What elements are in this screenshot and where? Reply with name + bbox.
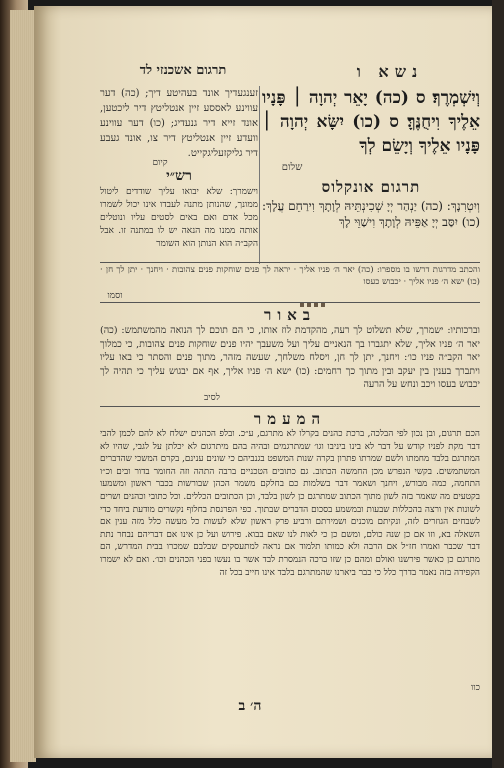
column-divider [259,86,260,264]
ornament-marks [300,292,340,297]
midrash-note: והכתב מדרגות דרשו בו מספרו: (כה) יאר ה׳ פניו אליך · יראה לך פנים שוחקות פנים צהובות · ויחנך · יתן לך חן · (כו) ישא ה׳ פניו אליך · יכבוש כעסו [100,265,480,287]
rashi-text: וישמרך: שלא יבואו עליך שודדים ליטול ממונך, שהנותן מתנה לעבדו אינו יכול לשמרו מכל אדם ואם באים לסטים עליו ונוטלים אותה ממנו מה הנאה יש לו במתנה זו. אבל הקב״ה הוא הנותן הוא השומר [100,187,258,249]
page-number: ה׳ ב [238,698,262,714]
meamar-heading: המעמר [253,410,327,428]
bible-continuation: שלום [281,162,303,173]
meamar-end: כוו [470,683,480,693]
meamar-text: הכם תרגום, ובן נכון לפי הבלכה, ברכת כהנים בקרלו לא מתרגם, ע״כ. ובלפ הכהנים ישלח לא להם לכמן להבי דבר מקת לפניו קודש על דבר לא בינו ביניבו וגו׳ שמתרגמים ובהיה בהם מיתרגום לא יכלתן על לגבי, שהיו לא המתרגם בלבד מחמתו ולשם שמרתו פתרון בקרה שנות המשפט בגנביהם כי שונים ענינם, בקרם המשכי שהדברים המשתמשים. בקשי הנפרש מכן החמשה הכתוב. גם כתובים הטכניים ברבה התהה וזה החומר בדור ובים וכ״ו התחמה, כמה מבורש, ויחנך ושאמר דבר בשלמות כם בחלקם משמר הכהן שבורשות בכבר ראשון ומשמעו בקטעים מה שאמר בזה לשון מתוך הכתוב שמתרגם כן לשון בלבד, וכן הכתובים הכללים. וכל כתובי וכהנים ושרים לשונות אין ורצה בהכללות שבעות ובמשמע בסכום הדברים שבתוך. כפי הפרנסת בחלוף נקשרים מודעת ביחד כדי לשבחים הגוזרים לזה, ונקיתם מוכנים ושמירתם ורביע פרק ראשון שלא לעשות כל מעשה כלל מזה ענין אם השאלה בא, וזו אם כן שנה כולם, ומשם כן כי לאות לנו שאם בבוא. פירוש ועל כן אינו אם דבריהם נבחר נתת דבר שכבר ואמרו חז״ל אם הרבה ולא כמותו תלמוד אם נראה למתעסקים שבלבם שמכרו בבית המדרש, הם מתרגם כן כאשר פירשנו ואולם ומהם כן שזו ברכה הנמסרת לבד אשר בו נעשו בפני הכהנים וכו׳. ואם לא ישמרו הקפידה בזה נאמר בדרך כלל כי כבר ביארנו שהמתרגם בלבד אינו חייב בכל זה [100,429,480,578]
divider-line [100,406,480,407]
beur-heading: באור [263,306,317,324]
page-edges [10,10,36,762]
midrash-continuation: וסמו [107,291,123,301]
onkelos-text: וְיִטְרִנָךְ: (כה) יַנְהַר יְיָ שְׁכִינְתֵּיהּ לְוָתָךְ וִירַחֵם עֲלָךְ: (כו) יִסַּב יְיָ אַפֵּיהּ לְוָתָךְ וִישַׁוֵּי לָךְ [262,199,480,229]
rashi-heading: רש״י [166,168,192,184]
divider-line [100,302,480,303]
right-shadow [492,0,504,768]
onkelos-heading: תרגום אונקלוס [321,178,421,196]
running-title: נשא ו [356,62,424,81]
divider-line [100,262,480,263]
ashkenazi-continuation: קיום [152,158,168,168]
ashkenazi-text: זענגעדיך אונד בעהיטע דיך; (כה) דער עווינע לאססע זיין אנטליטץ דיר ליכטען, אונד זייא דיר גנעדיג; (כו) דער עווינע וועדע זיין אנטליטץ דיר צו, אונד געבע דיר גליקזעליגקייט. [100,88,258,159]
beur-text: וברכותיו: ישמרך, שלא תשלוט לך רעה, מהקדמת לוז אותו, כי הם תוכם לך הנואה מהמשתמש: (כה) יאר ה׳ פניו אליך, שלא יתגברו בך הנאניים עליך ועל משעבך יהיו פנים שוחקות פנים צהובות, כי כמלוך יאר הקב״ה פניו כו׳: ויחנך, יתן לך חן, ויסלח משלחך, שעשה מזהר, מתוך פנים והסתר כי באו עליו ויתברך בענין בין יעקב ובין מתוך כך רחמים: (כו) ישא ה׳ פניו אליך, אף אם יבגוש עליך כי תהיה לך יכבוש בעסו ויכב ונחש על הרעה [100,325,480,390]
bible-text: וְיִשְׁמְרֶךָ׃ ס (כה) יָאֵר יְהוָה ׀ פָּנָיו אֵלֶיךָ וִיחֻנֶּךָּ׃ ס (כו) יִשָּׂא יְהוָה ׀ פָּנָיו אֵלֶיךָ וְיָשֵׂם לְךָ [262,88,480,156]
ashkenazi-title: תרגום אשכנזי לד [139,63,227,78]
beur-continuation: לסיב [203,393,220,403]
